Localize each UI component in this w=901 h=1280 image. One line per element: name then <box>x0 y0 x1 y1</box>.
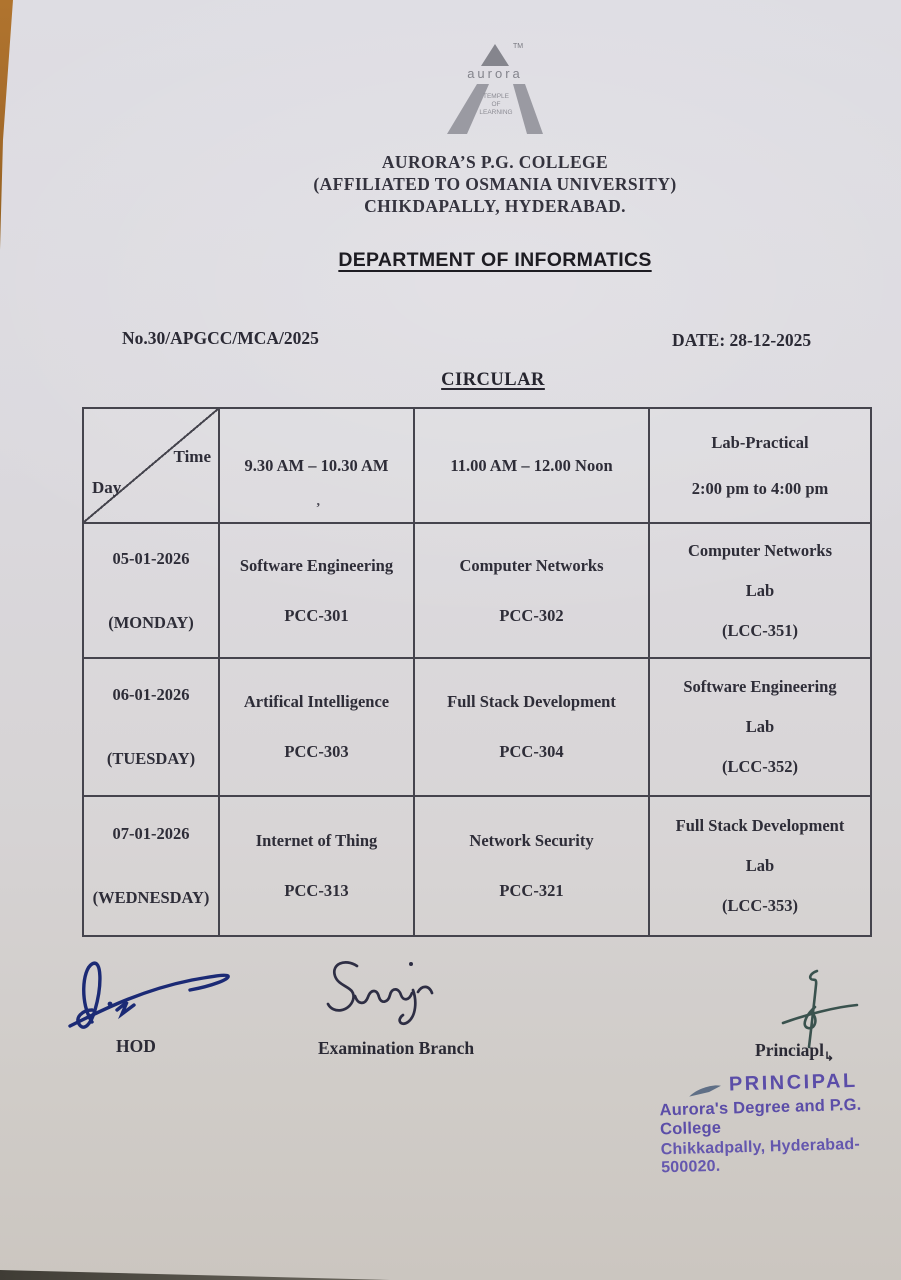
header-slot1: 9.30 AM – 10.30 AM , <box>220 409 415 524</box>
row3-slot1-cell: Internet of Thing PCC-313 <box>220 797 415 937</box>
principal-stamp <box>659 1069 901 1178</box>
row3-lab-cell: Full Stack Development Lab (LCC-353) <box>650 797 872 937</box>
department-heading: DEPARTMENT OF INFORMATICS <box>338 249 652 271</box>
row1-date-cell: 05-01-2026 (MONDAY) <box>84 524 220 659</box>
header-slot2: 11.00 AM – 12.00 Noon <box>415 409 650 524</box>
paper-bottom-edge <box>0 1268 390 1280</box>
header-lab: Lab-Practical 2:00 pm to 4:00 pm <box>650 409 872 524</box>
row2-lab-cell: Software Engineering Lab (LCC-352) <box>650 659 872 797</box>
aurora-logo <box>431 36 559 145</box>
row1-lab-cell: Computer Networks Lab (LCC-351) <box>650 524 872 659</box>
svg-text:aurora: aurora <box>467 66 523 81</box>
row3-date-cell: 07-01-2026 (WEDNESDAY) <box>84 797 220 937</box>
row2-slot1-cell: Artifical Intelligence PCC-303 <box>220 659 415 797</box>
pen-tick-mark: ↳ <box>824 1049 835 1064</box>
document-header <box>90 36 900 272</box>
row3-slot2-cell: Network Security PCC-321 <box>415 797 650 937</box>
stamp-swoosh-icon <box>687 1082 723 1101</box>
row1-slot2-cell: Computer Networks PCC-302 <box>415 524 650 659</box>
stray-pen-mark: , <box>316 494 320 509</box>
row2-slot2-cell: Full Stack Development PCC-304 <box>415 659 650 797</box>
desk-edge <box>0 0 16 250</box>
aurora-logo-icon <box>431 36 559 140</box>
hod-label: HOD <box>116 1036 156 1056</box>
day-label: Day <box>92 478 122 497</box>
examination-branch-label: Examination Branch <box>318 1038 475 1058</box>
college-name: AURORA’S P.G. COLLEGE <box>381 152 609 172</box>
document-date: DATE: 28-12-2025 <box>672 330 812 350</box>
circular-title: CIRCULAR <box>441 370 545 390</box>
stamp-title: PRINCIPAL <box>728 1069 858 1096</box>
principal-typed-label: Princiapl$_↳$ <box>755 1040 835 1064</box>
examination-branch-signature <box>315 952 450 1032</box>
svg-text:TM: TM <box>513 43 524 50</box>
hod-signature <box>62 952 237 1047</box>
reference-number: No.30/APGCC/MCA/2025 <box>122 328 319 348</box>
row1-slot1-cell: Software Engineering PCC-301 <box>220 524 415 659</box>
corner-day-time-cell <box>84 409 220 524</box>
college-affiliation: (AFFILIATED TO OSMANIA UNIVERSITY) <box>313 174 677 194</box>
exam-timetable <box>82 407 872 937</box>
college-location: CHIKDAPALLY, HYDERABAD. <box>364 196 626 216</box>
stamp-college: Aurora's Degree and P.G. College <box>659 1095 862 1139</box>
svg-text:TEMPLE: TEMPLE <box>482 93 510 100</box>
svg-text:LEARNING: LEARNING <box>479 109 513 116</box>
stamp-address: Chikkadpally, Hyderabad-500020. <box>660 1135 861 1177</box>
time-label: Time <box>173 447 211 466</box>
svg-text:OF: OF <box>491 101 501 108</box>
row2-date-cell: 06-01-2026 (TUESDAY) <box>84 659 220 797</box>
